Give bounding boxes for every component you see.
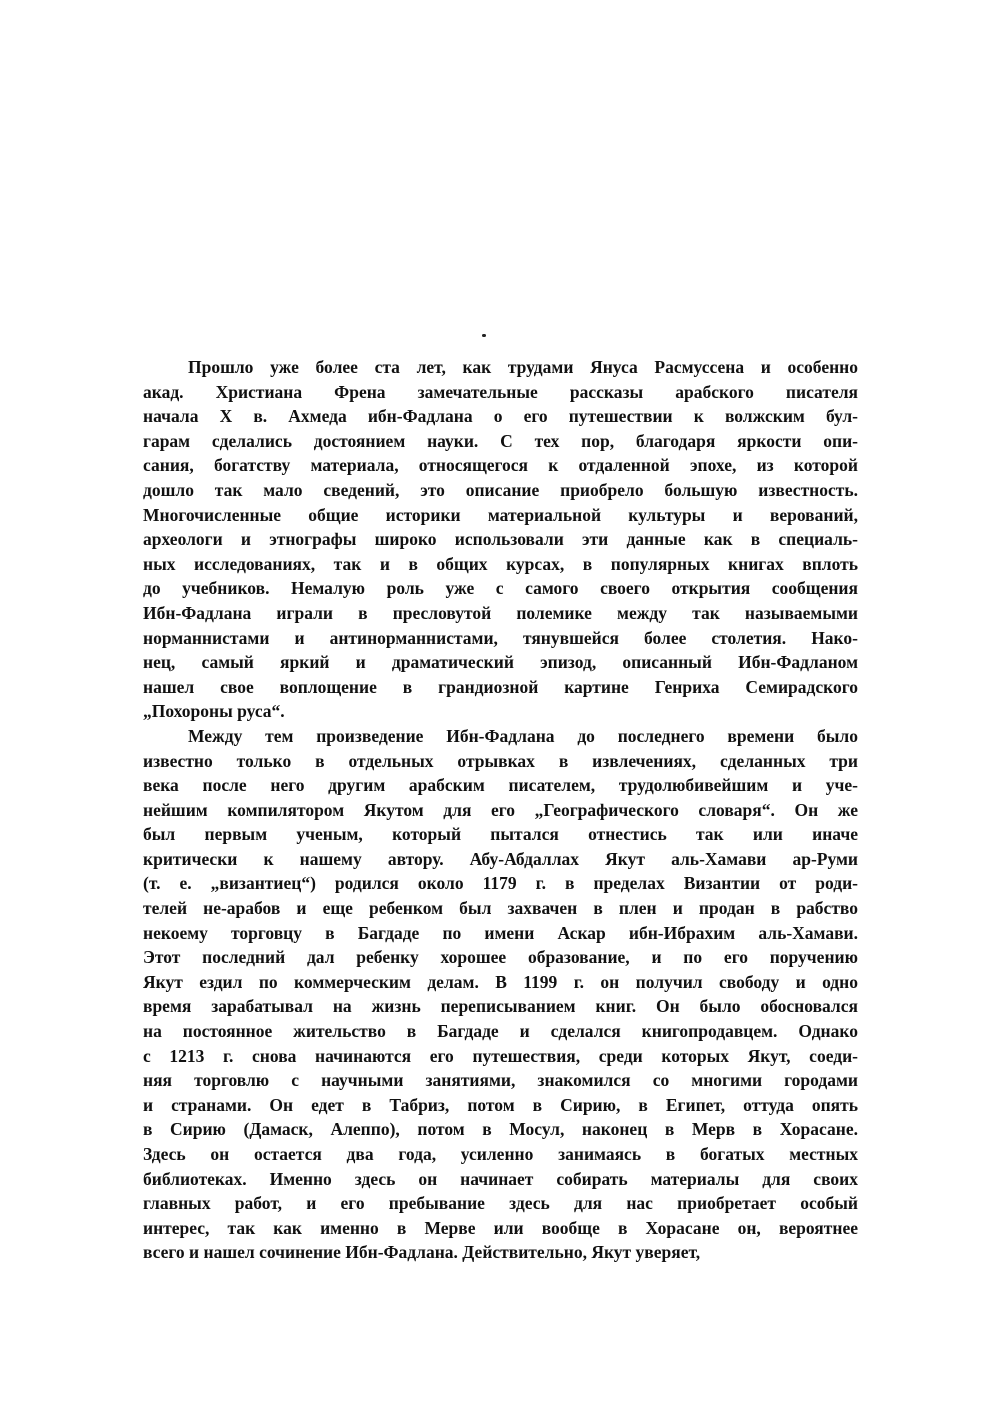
text-line: Якут ездил по коммерческим делам. В 1199 г. он получил свободу и одно (143, 971, 858, 992)
text-line: Прошло уже более ста лет, как трудами Януса Расмуссена и особенно (188, 357, 858, 377)
text-line: некоему торговцу в Багдаде по имени Аскар ибн-Ибрахим аль-Хамави. (143, 922, 858, 943)
text-line: акад. Христиана Френа замечательные рассказы арабского писателя (143, 381, 858, 402)
text-line: Этот последний дал ребенку хорошее образование, и по его поручению (143, 947, 858, 968)
text-line: нашел свое воплощение в грандиозной картине Генриха Семирадского (143, 676, 858, 697)
text-line: время зарабатывал на жизнь переписыванием книг. Он было обосновался (143, 996, 858, 1017)
text-line: критически к нашему автору. Абу-Абдаллах Якут аль-Хамави ар-Руми (143, 848, 858, 869)
text-line: в Сирию (Дамаск, Алеппо), потом в Мосул, наконец в Мерв в Хорасане. (143, 1119, 858, 1140)
text-line: библиотеках. Именно здесь он начинает собирать материалы для своих (143, 1168, 858, 1189)
text-line: на постоянное жительство в Багдаде и сделался книгопродавцем. Однако (143, 1021, 858, 1042)
paragraph-1 (143, 355, 858, 724)
text-line: ных исследованиях, так и в общих курсах, в популярных книгах вплоть (143, 553, 858, 574)
text-line: главных работ, и его пребывание здесь для нас приобретает особый (143, 1193, 858, 1214)
text-line: „Похороны руса“. (143, 701, 285, 722)
text-line: с 1213 г. снова начинаются его путешествия, среди которых Якут, соеди- (143, 1045, 858, 1066)
text-line: Многочисленные общие историки материальной культуры и верований, (143, 504, 858, 525)
text-line: всего и нашел сочинение Ибн-Фадлана. Действительно, Якут уверяет, (143, 1242, 701, 1263)
text-line: Здесь он остается два года, усиленно занимаясь в богатых местных (143, 1144, 858, 1164)
text-line: телей не-арабов и еще ребенком был захвачен в плен и продан в рабство (143, 898, 858, 919)
text-line: до учебников. Немалую роль уже с самого своего открытия сообщения (143, 578, 858, 599)
text-line: (т. е. „византиец“) родился около 1179 г. в пределах Византии от роди- (143, 873, 858, 894)
text-line: норманнистами и антинорманнистами, тянувшейся более столетия. Нако- (143, 627, 858, 648)
text-line: няя торговлю с научными занятиями, знакомился со многими городами (143, 1070, 858, 1091)
text-line: сания, богатству материала, относящегося к отдаленной эпохе, из которой (143, 455, 858, 476)
text-line: интерес, так как именно в Мерве или вообще в Хорасане он, вероятнее (143, 1217, 858, 1238)
text-line: гарам сделались достоянием науки. С тех пор, благодаря яркости опи- (143, 430, 858, 451)
text-line: дошло так мало сведений, это описание приобрело большую известность. (143, 479, 858, 500)
text-line: Между тем произведение Ибн-Фадлана до последнего времени было (188, 725, 858, 746)
text-line: нец, самый яркий и драматический эпизод, описанный Ибн-Фадланом (143, 652, 858, 673)
text-line: археологи и этнографы широко использовали эти данные как в специаль- (143, 529, 858, 550)
text-line: века после него другим арабским писателем, трудолюбивейшим и уче- (143, 775, 858, 796)
text-line: Ибн-Фадлана играли в пресловутой полемике между так называемыми (143, 602, 858, 623)
print-speck (482, 334, 486, 337)
paragraph-2 (143, 724, 858, 1265)
text-line: известно только в отдельных отрывках в извлечениях, сделанных три (143, 750, 858, 771)
text-line: нейшим компилятором Якутом для его „Географического словаря“. Он же (143, 799, 858, 820)
text-line: был первым ученым, который пытался отнестись так или иначе (143, 824, 858, 845)
text-line: и странами. Он едет в Табриз, потом в Сирию, в Египет, оттуда опять (143, 1094, 858, 1115)
body-text (143, 355, 858, 1265)
text-line: начала X в. Ахмеда ибн-Фадлана о его путешествии к волжским бул- (143, 406, 858, 427)
